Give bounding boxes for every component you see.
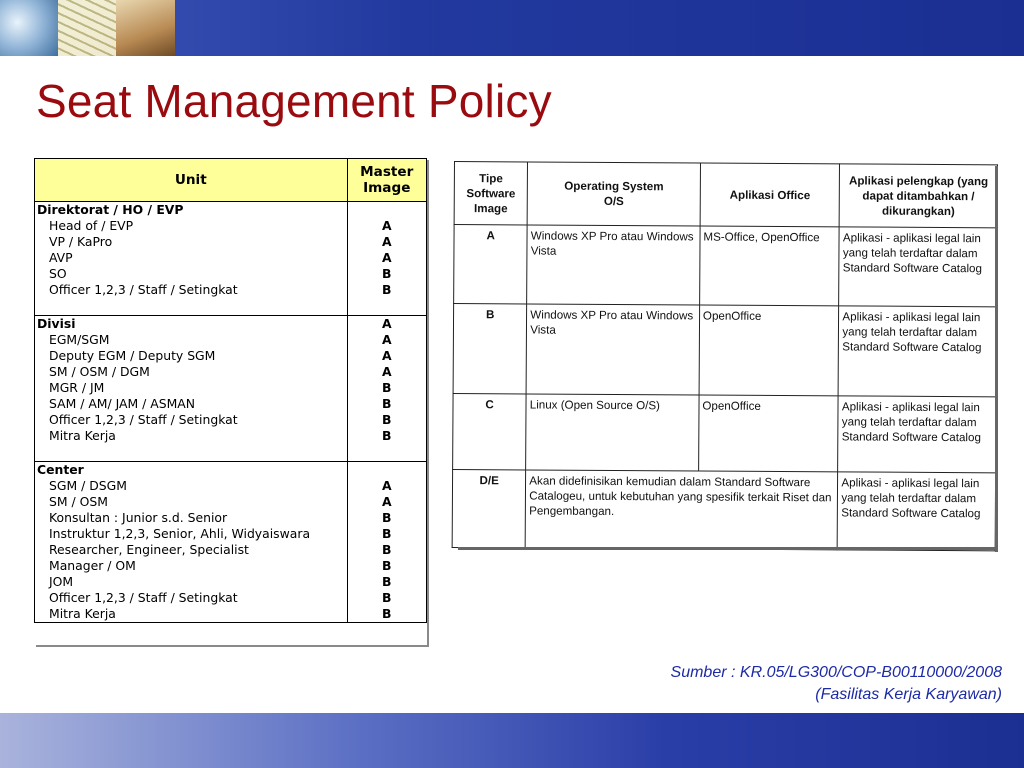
master-image-header: Master Image bbox=[347, 159, 427, 202]
table-row-image: A bbox=[347, 234, 427, 250]
table-row-unit: Instruktur 1,2,3, Senior, Ahli, Widyaiswara bbox=[35, 526, 348, 542]
table-row-tipe: D/E bbox=[452, 469, 526, 547]
os-header: Operating System O/S bbox=[527, 162, 700, 226]
table-row-image: A bbox=[347, 494, 427, 510]
tipe-header: Tipe Software Image bbox=[454, 162, 528, 225]
table-row-image: A bbox=[347, 250, 427, 266]
master-image-table bbox=[34, 158, 427, 623]
table-row-unit: SO bbox=[35, 266, 348, 282]
slide-title: Seat Management Policy bbox=[36, 75, 552, 127]
table-row-unit: SGM / DSGM bbox=[35, 478, 348, 494]
table-row-unit: VP / KaPro bbox=[35, 234, 348, 250]
table-row-image: B bbox=[347, 574, 427, 590]
table-row-tipe: B bbox=[453, 304, 527, 394]
office-header: Aplikasi Office bbox=[700, 163, 840, 227]
pelengkap-header: Aplikasi pelengkap (yang dapat ditambahkan / dikurangkan) bbox=[839, 164, 997, 228]
table-row-image: A bbox=[347, 364, 427, 380]
source-note: (Fasilitas Kerja Karyawan) bbox=[815, 686, 1002, 703]
table-row-image: B bbox=[347, 510, 427, 526]
table-row-unit: MGR / JM bbox=[35, 380, 348, 396]
table-row-image: B bbox=[347, 380, 427, 396]
table-row-image: B bbox=[347, 526, 427, 542]
table-row-os: Windows XP Pro atau Windows Vista bbox=[526, 304, 699, 395]
table-row-image: B bbox=[347, 266, 427, 282]
table-row-unit: JOM bbox=[35, 574, 348, 590]
footer-bar bbox=[0, 713, 1024, 768]
table-row-tipe: C bbox=[453, 393, 527, 469]
group-row-label: Center bbox=[35, 462, 348, 479]
spacer-row bbox=[347, 444, 427, 462]
table-row-image: B bbox=[347, 396, 427, 412]
table-row-pelengkap: Aplikasi - aplikasi legal lain yang telah terdaftar dalam Standard Software Catalog bbox=[839, 227, 997, 307]
table-row-unit: Officer 1,2,3 / Staff / Setingkat bbox=[35, 412, 348, 428]
group-row-label: Divisi bbox=[35, 316, 348, 333]
table-row-pelengkap: Aplikasi - aplikasi legal lain yang telah terdaftar dalam Standard Software Catalog bbox=[838, 396, 996, 473]
table-row-unit: SM / OSM / DGM bbox=[35, 364, 348, 380]
table-row-unit: Konsultan : Junior s.d. Senior bbox=[35, 510, 348, 526]
table-row-pelengkap: Aplikasi - aplikasi legal lain yang telah terdaftar dalam Standard Software Catalog bbox=[838, 306, 996, 397]
unit-header: Unit bbox=[35, 159, 348, 202]
table-row-office: MS-Office, OpenOffice bbox=[700, 226, 840, 306]
table-row-os: Linux (Open Source O/S) bbox=[526, 394, 699, 471]
table-row-os-office: Akan didefinisikan kemudian dalam Standard Software Catalogeu, untuk kebutuhan yang spesifik terkait Riset dan Pengembangan. bbox=[525, 470, 838, 550]
globe-image bbox=[0, 0, 58, 56]
table-row-image: A bbox=[347, 348, 427, 364]
pen-image bbox=[116, 0, 175, 56]
coins-image bbox=[58, 0, 116, 56]
table-row-unit: SM / OSM bbox=[35, 494, 348, 510]
table-row-image: A bbox=[347, 478, 427, 494]
table-row-image: B bbox=[347, 428, 427, 444]
table-row-pelengkap: Aplikasi - aplikasi legal lain yang telah terdaftar dalam Standard Software Catalog bbox=[838, 472, 996, 551]
table-row-unit: EGM/SGM bbox=[35, 332, 348, 348]
spacer-row bbox=[35, 298, 348, 316]
source-citation bbox=[671, 662, 1002, 706]
table-row-unit: Manager / OM bbox=[35, 558, 348, 574]
table-row-unit: Researcher, Engineer, Specialist bbox=[35, 542, 348, 558]
table-row-image: A bbox=[347, 332, 427, 348]
table-row-unit: Officer 1,2,3 / Staff / Setingkat bbox=[35, 282, 348, 298]
table-row-unit: Mitra Kerja bbox=[35, 428, 348, 444]
spacer-row bbox=[35, 444, 348, 462]
table-shadow bbox=[458, 547, 998, 550]
group-row-label: Direktorat / HO / EVP bbox=[35, 202, 348, 219]
table-row-image: B bbox=[347, 590, 427, 606]
table-shadow bbox=[995, 166, 998, 552]
table-row-unit: Head of / EVP bbox=[35, 218, 348, 234]
table-row-unit: SAM / AM/ JAM / ASMAN bbox=[35, 396, 348, 412]
spacer-row bbox=[347, 298, 427, 316]
table-row-unit: Deputy EGM / Deputy SGM bbox=[35, 348, 348, 364]
table-row-image: B bbox=[347, 542, 427, 558]
table-row-tipe: A bbox=[454, 225, 528, 304]
table-row-image: B bbox=[347, 558, 427, 574]
source-line: Sumber : KR.05/LG300/COP-B00110000/2008 bbox=[670, 664, 1002, 681]
table-shadow bbox=[427, 160, 429, 647]
group-row-image bbox=[347, 462, 427, 479]
table-shadow bbox=[36, 645, 429, 647]
table-row-image: A bbox=[347, 218, 427, 234]
software-image-table bbox=[452, 161, 998, 551]
group-row-image: A bbox=[347, 316, 427, 333]
table-row-image: B bbox=[347, 412, 427, 428]
table-row-os: Windows XP Pro atau Windows Vista bbox=[527, 225, 700, 305]
table-row-unit: Mitra Kerja bbox=[35, 606, 348, 623]
table-row-office: OpenOffice bbox=[699, 305, 839, 396]
table-row-image: B bbox=[347, 282, 427, 298]
table-row-office: OpenOffice bbox=[699, 395, 839, 472]
table-row-unit: Officer 1,2,3 / Staff / Setingkat bbox=[35, 590, 348, 606]
group-row-image bbox=[347, 202, 427, 219]
table-row-image: B bbox=[347, 606, 427, 623]
table-row-unit: AVP bbox=[35, 250, 348, 266]
header-banner-image bbox=[0, 0, 175, 56]
